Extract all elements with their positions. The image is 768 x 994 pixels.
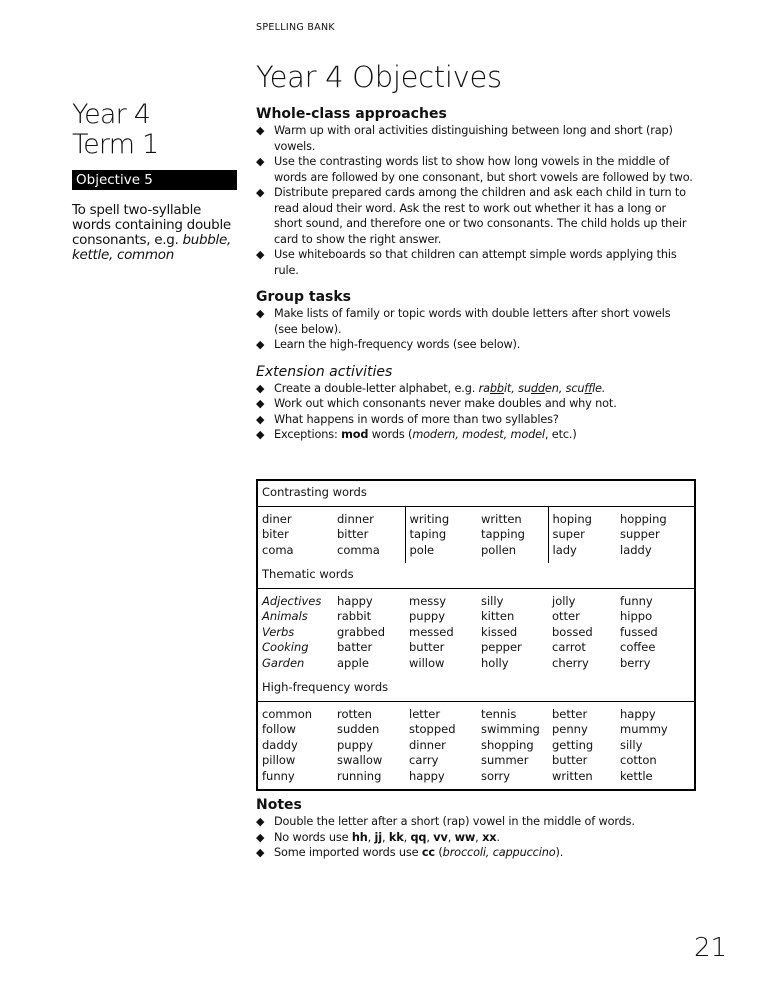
word-cell: rotten xyxy=(337,706,372,721)
word-cell: comma xyxy=(337,542,380,557)
word-cell: writing xyxy=(405,506,477,527)
list-item xyxy=(256,306,696,337)
word-cell: lady xyxy=(548,543,616,564)
bullet-text: Work out which consonants never make doubles and why not. xyxy=(274,397,617,410)
diamond-bullet-icon: ◆ xyxy=(256,338,265,351)
notes-list xyxy=(256,814,696,861)
table-row xyxy=(257,543,695,564)
whole-class-list xyxy=(256,123,696,278)
table-row xyxy=(257,506,695,527)
group-tasks-section xyxy=(256,289,696,353)
word-cell: puppy xyxy=(337,737,373,752)
word-cell: written xyxy=(552,768,593,783)
main-content xyxy=(256,106,696,454)
word-cell: letter xyxy=(409,706,441,721)
table-row xyxy=(257,722,695,738)
category-label: Verbs xyxy=(262,624,295,639)
table-row xyxy=(257,753,695,769)
diamond-bullet-icon: ◆ xyxy=(256,428,265,441)
bullet-text: Distribute prepared cards among the children and ask each child in turn to read aloud their word. Ask the rest to work out whether it has a long or short sound, and therefore one or two consonants. The child holds up their card to show the right answer. xyxy=(274,186,687,246)
word-cell: better xyxy=(552,706,588,721)
word-cell: swimming xyxy=(481,722,540,736)
word-cell: apple xyxy=(337,655,369,670)
word-part: scu xyxy=(565,381,585,395)
word-cell: butter xyxy=(552,753,588,767)
extension-heading: Extension activities xyxy=(256,363,393,380)
word-cell: silly xyxy=(481,593,504,608)
letter-pair: kk xyxy=(388,830,404,844)
list-item xyxy=(256,123,696,154)
word-cell: puppy xyxy=(409,609,445,623)
word-cell: stopped xyxy=(409,722,456,736)
bullet-text: ). xyxy=(555,846,564,859)
list-item xyxy=(256,381,696,397)
table-row xyxy=(257,738,695,754)
diamond-bullet-icon: ◆ xyxy=(256,186,265,199)
example-words: broccoli, cappuccino xyxy=(442,846,556,859)
word-cell: grabbed xyxy=(337,624,386,639)
word-cell: running xyxy=(337,768,382,783)
diamond-bullet-icon: ◆ xyxy=(256,307,265,320)
word-cell: dinner xyxy=(337,511,374,526)
bullet-text: Exceptions: xyxy=(274,428,342,441)
notes-section xyxy=(256,797,696,861)
word-cell: getting xyxy=(552,737,594,752)
letter-pair: xx xyxy=(482,830,497,844)
word-cell: carry xyxy=(409,753,439,767)
word-cell: happy xyxy=(337,593,373,608)
word-cell: funny xyxy=(620,593,653,608)
word-cell: super xyxy=(548,527,616,543)
whole-class-heading: Whole-class approaches xyxy=(256,106,447,122)
word-cell: pollen xyxy=(481,542,517,557)
word-cell: laddy xyxy=(620,542,652,557)
list-item xyxy=(256,830,696,846)
bullet-text: No words use xyxy=(274,830,352,844)
word-cell: kissed xyxy=(481,624,518,639)
word-cell: hoping xyxy=(548,506,616,527)
bullet-text: Some imported words use xyxy=(274,846,422,859)
word-cell: tapping xyxy=(481,527,525,541)
category-label: Cooking xyxy=(262,640,309,654)
list-item xyxy=(256,845,696,861)
example-words: modern, modest, model xyxy=(412,428,545,441)
word-cell: berry xyxy=(620,655,651,670)
word-cell: messed xyxy=(409,624,454,639)
letter-pairs: hh, jj, kk, qq, vv, ww, xx xyxy=(351,830,497,844)
word-part: le. xyxy=(592,381,606,395)
running-header: SPELLING BANK xyxy=(256,22,335,33)
word-part: su xyxy=(518,381,531,395)
word-cell: tennis xyxy=(481,706,517,721)
word-cell: summer xyxy=(481,753,529,767)
word-cell: bossed xyxy=(552,624,593,639)
word-lists-table xyxy=(256,479,696,791)
bullet-text: Warm up with oral activities distinguishing between long and short (rap) vowels. xyxy=(274,124,673,153)
letter-pair: jj xyxy=(374,830,382,844)
word-cell: biter xyxy=(262,527,289,541)
table-row xyxy=(257,769,695,791)
bullet-text: Create a double-letter alphabet, e.g. xyxy=(274,381,479,395)
list-item xyxy=(256,814,696,830)
section-header: High-frequency words xyxy=(257,676,695,701)
extension-list xyxy=(256,381,696,443)
word-cell: penny xyxy=(552,722,588,736)
section-header: Thematic words xyxy=(257,563,695,588)
word-cell: common xyxy=(262,706,313,721)
letter-pair: hh xyxy=(351,830,368,844)
bullet-text: Double the letter after a short (rap) vowel in the middle of words. xyxy=(274,815,635,828)
bullet-text: Learn the high-frequency words (see below). xyxy=(274,338,521,351)
word-cell: mummy xyxy=(620,722,668,736)
table-row xyxy=(257,609,695,625)
extension-section xyxy=(256,364,696,443)
double-letters: bb xyxy=(489,381,504,395)
word-cell: happy xyxy=(620,706,656,721)
word-cell: butter xyxy=(409,640,445,654)
page-number: 21 xyxy=(694,933,728,963)
diamond-bullet-icon: ◆ xyxy=(256,830,265,844)
word-cell: diner xyxy=(262,511,292,526)
word-cell: swallow xyxy=(337,753,383,767)
word-cell: otter xyxy=(552,609,580,623)
word-cell: silly xyxy=(620,737,643,752)
word-cell: kitten xyxy=(481,609,515,623)
word-cell: shopping xyxy=(481,737,534,752)
word-cell: sudden xyxy=(337,722,380,736)
word-cell: daddy xyxy=(262,737,298,752)
bold-word: cc xyxy=(421,846,435,859)
diamond-bullet-icon: ◆ xyxy=(256,412,265,426)
diamond-bullet-icon: ◆ xyxy=(256,846,265,859)
category-label: Adjectives xyxy=(262,593,322,608)
letter-pair: qq xyxy=(410,830,427,844)
sidebar xyxy=(72,100,240,263)
word-cell: cherry xyxy=(552,655,589,670)
word-cell: bitter xyxy=(337,527,369,541)
word-cell: supper xyxy=(620,527,660,541)
section-header: Contrasting words xyxy=(257,480,695,506)
bullet-text: Make lists of family or topic words with double letters after short vowels (see below). xyxy=(274,307,671,336)
word-cell: follow xyxy=(262,722,296,736)
table-row xyxy=(257,527,695,543)
bullet-text: , etc.) xyxy=(544,428,577,441)
word-cell: kettle xyxy=(620,768,653,783)
word-cell: dinner xyxy=(409,737,446,752)
word-cell: funny xyxy=(262,768,295,783)
word-cell: pillow xyxy=(262,753,296,767)
list-item xyxy=(256,154,696,185)
table-row xyxy=(257,588,695,609)
word-cell: hippo xyxy=(620,609,653,623)
sidebar-term: Term 1 xyxy=(72,129,159,160)
diamond-bullet-icon: ◆ xyxy=(256,155,265,168)
word-cell: carrot xyxy=(552,640,586,654)
list-item xyxy=(256,185,696,247)
objective-examples: bubble, kettle, common xyxy=(72,232,231,263)
whole-class-section xyxy=(256,106,696,278)
word-cell: taping xyxy=(405,527,477,543)
diamond-bullet-icon: ◆ xyxy=(256,815,265,828)
word-cell: messy xyxy=(409,593,447,608)
double-letters: dd xyxy=(530,381,545,395)
group-tasks-list xyxy=(256,306,696,353)
word-part: it, xyxy=(503,381,519,395)
bullet-text: ( xyxy=(434,846,443,859)
word-cell: rabbit xyxy=(337,609,372,623)
word-cell: coffee xyxy=(620,640,656,654)
word-cell: batter xyxy=(337,640,373,654)
table-row xyxy=(257,625,695,641)
bullet-text: What happens in words of more than two syllables? xyxy=(274,412,559,426)
diamond-bullet-icon: ◆ xyxy=(256,248,265,261)
list-item xyxy=(256,427,696,443)
word-cell: written xyxy=(481,511,522,526)
list-item xyxy=(256,396,696,412)
table-row xyxy=(257,656,695,677)
word-cell: willow xyxy=(409,655,445,670)
example-word xyxy=(479,382,606,395)
category-label: Garden xyxy=(262,655,305,670)
notes-heading: Notes xyxy=(256,797,302,813)
category-label: Animals xyxy=(262,609,308,623)
list-item xyxy=(256,412,696,428)
word-cell: jolly xyxy=(552,593,576,608)
list-item xyxy=(256,337,696,353)
bullet-text: Use the contrasting words list to show how long vowels in the middle of words are followed by one consonant, but short vowels are followed by two. xyxy=(274,155,693,184)
section-header-row xyxy=(257,563,695,588)
letter-pair: ww xyxy=(454,830,476,844)
diamond-bullet-icon: ◆ xyxy=(256,397,265,410)
objective-description xyxy=(72,203,240,263)
section-header-row xyxy=(257,676,695,701)
letter-pair: vv xyxy=(433,830,448,844)
word-cell: pole xyxy=(405,543,477,564)
word-part: en, xyxy=(544,381,566,395)
bullet-text: . xyxy=(496,830,500,844)
bullet-text: Use whiteboards so that children can attempt simple words applying this rule. xyxy=(274,248,677,277)
double-letters: ff xyxy=(584,381,593,395)
word-cell: pepper xyxy=(481,640,522,654)
section-header-row xyxy=(257,480,695,506)
diamond-bullet-icon: ◆ xyxy=(256,381,265,395)
word-part: ra xyxy=(478,381,490,395)
table-row xyxy=(257,701,695,722)
page-title: Year 4 Objectives xyxy=(256,60,502,94)
word-cell: sorry xyxy=(481,768,511,783)
word-cell: hopping xyxy=(620,511,667,526)
word-cell: coma xyxy=(262,542,294,557)
objective-text: To spell two-syllable words containing double consonants, e.g. xyxy=(72,202,231,248)
diamond-bullet-icon: ◆ xyxy=(256,124,265,137)
word-cell: cotton xyxy=(620,753,657,767)
word-cell: happy xyxy=(409,768,445,783)
bold-word: mod xyxy=(341,428,369,441)
sidebar-year: Year 4 xyxy=(72,99,151,130)
objective-badge: Objective 5 xyxy=(72,170,237,190)
list-item xyxy=(256,247,696,278)
table-row xyxy=(257,640,695,656)
bullet-text: words ( xyxy=(368,428,413,441)
word-cell: holly xyxy=(481,655,509,670)
group-tasks-heading: Group tasks xyxy=(256,289,351,305)
word-lists-body xyxy=(257,480,695,790)
word-cell: fussed xyxy=(620,624,658,639)
